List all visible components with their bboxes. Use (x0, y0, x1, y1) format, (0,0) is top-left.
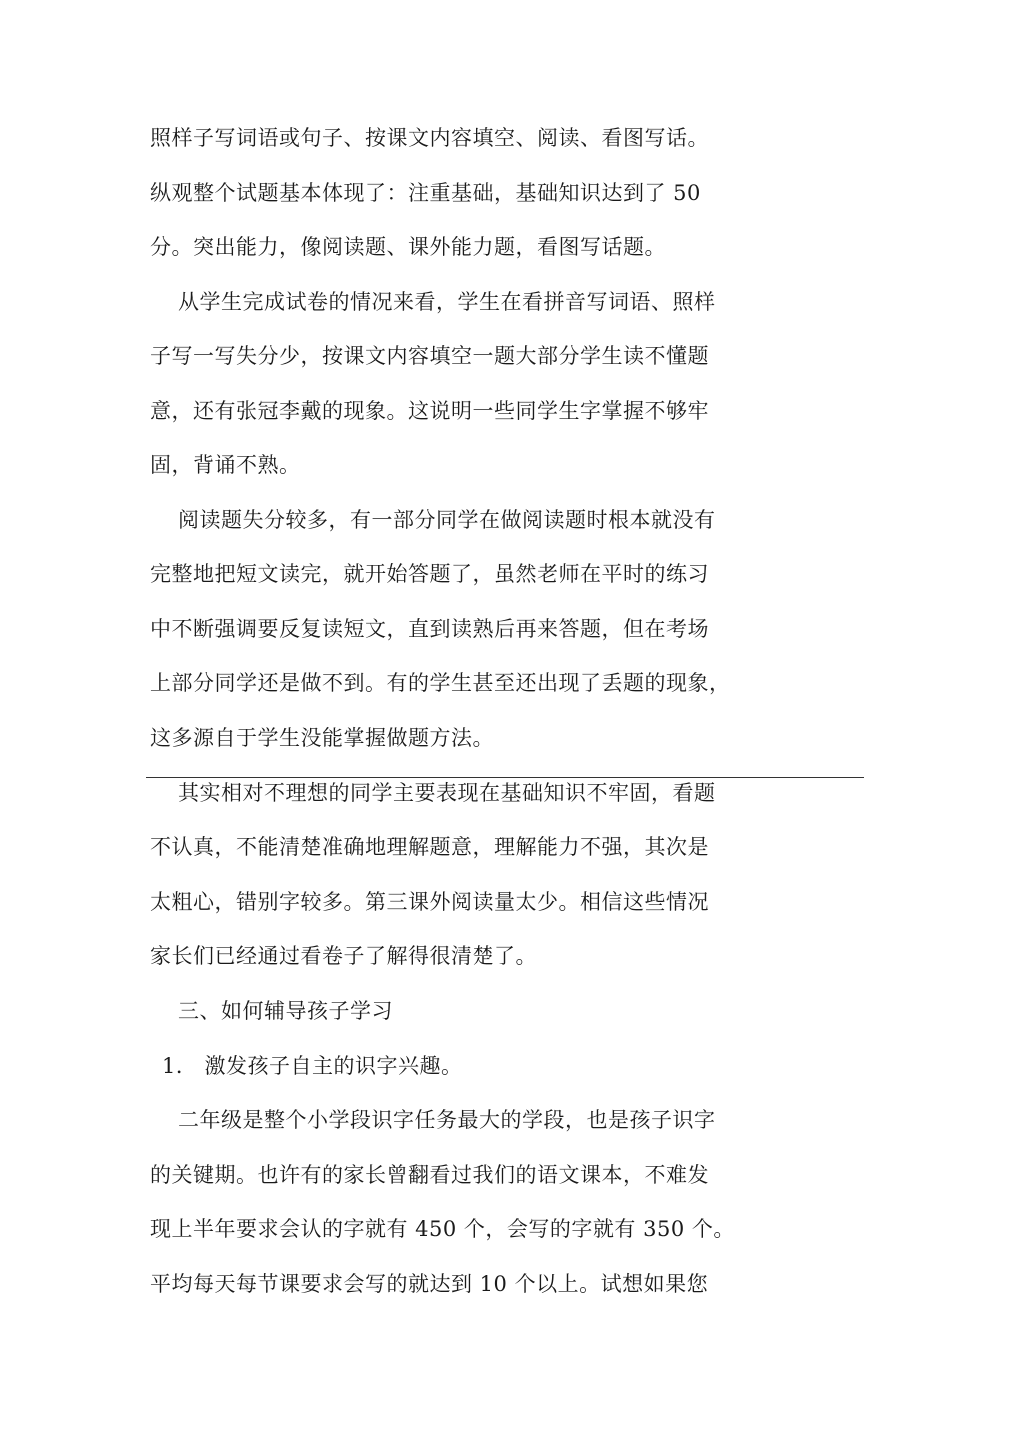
text-line: 意，还有张冠李戴的现象。这说明一些同学生字掌握不够牢 (150, 399, 709, 423)
text-line: 的关键期。也许有的家长曾翻看过我们的语文课本，不难发 (150, 1163, 709, 1187)
numbered-item: 1． 激发孩子自主的识字兴趣。 (162, 1054, 463, 1078)
text-line: 家长们已经通过看卷子了解得很清楚了。 (150, 944, 537, 968)
text-line: 太粗心，错别字较多。第三课外阅读量太少。相信这些情况 (150, 890, 709, 914)
section-heading: 三、如何辅导孩子学习 (178, 999, 393, 1023)
text-line: 固，背诵不熟。 (150, 453, 301, 477)
text-line: 平均每天每节课要求会写的就达到 10 个以上。试想如果您 (150, 1272, 709, 1296)
text-line: 子写一写失分少，按课文内容填空一题大部分学生读不懂题 (150, 344, 709, 368)
text-line: 阅读题失分较多，有一部分同学在做阅读题时根本就没有 (178, 508, 716, 532)
text-line: 从学生完成试卷的情况来看，学生在看拼音写词语、照样 (178, 290, 716, 314)
text-line: 不认真，不能清楚准确地理解题意，理解能力不强，其次是 (150, 835, 709, 859)
text-line: 现上半年要求会认的字就有 450 个，会写的字就有 350 个。 (150, 1217, 735, 1241)
text-line: 二年级是整个小学段识字任务最大的学段，也是孩子识字 (178, 1108, 716, 1132)
text-line: 这多源自于学生没能掌握做题方法。 (150, 726, 494, 750)
text-line: 其实相对不理想的同学主要表现在基础知识不牢固，看题 (178, 781, 716, 805)
text-line: 中不断强调要反复读短文，直到读熟后再来答题，但在考场 (150, 617, 709, 641)
text-line: 上部分同学还是做不到。有的学生甚至还出现了丢题的现象， (150, 671, 731, 695)
text-line: 纵观整个试题基本体现了：注重基础，基础知识达到了 50 (150, 181, 701, 205)
text-line: 照样子写词语或句子、按课文内容填空、阅读、看图写话。 (150, 126, 709, 150)
text-line: 完整地把短文读完，就开始答题了，虽然老师在平时的练习 (150, 562, 709, 586)
text-line: 分。突出能力，像阅读题、课外能力题，看图写话题。 (150, 235, 666, 259)
